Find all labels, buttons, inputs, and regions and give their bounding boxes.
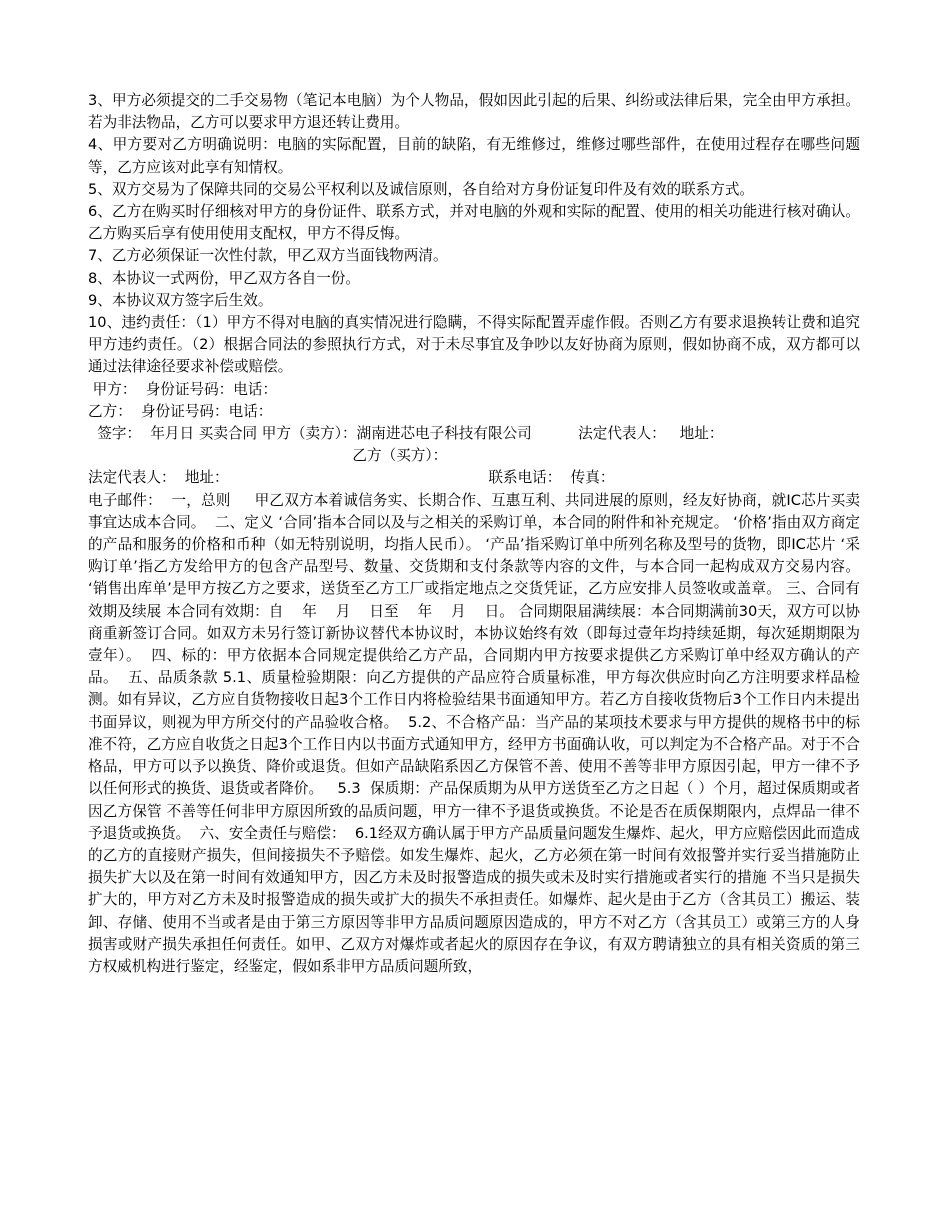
contract-body: 电子邮件： 一，总则 甲乙双方本着诚信务实、长期合作、互惠互利、共同进展的原则，经友好协商，就IC芯片买卖事宜达成本合同。 二、定义 ‘合同’指本合同以及与之相关的采购订单，本合同的附件和补充规定。 ‘价格’指由双方商定的产品和服务的价格和币种（如无特别说明，均指人民币）。 ‘产品’指采购订单中所列名称及型号的货物，即IC芯片 ‘采购订单’指乙方发给甲方的包含产品型号、数量、交货期和支付条款等内容的文件，与本合同一起构成双方交易内容。 ‘销售出库单’是甲方按乙方之要求，送货至乙方工厂或指定地点之交货凭证，乙方应安排人员签收或盖章。 三、合同有效期及续展 本合同有效期：自 年 月 日至 年 月 日。 合同期限届满续展：本合同期满前30天，双方可以协商重新签订合同。如双方未另行签订新协议替代本协议时，本协议始终有效（即每过壹年均持续延期，每次延期期限为壹年）。 四、标的：甲方依据本合同规定提供给乙方产品，合同期内甲方按要求提供乙方采购订单中经双方确认的产品。 五、品质条款 5.1、质量检验期限：向乙方提供的产品应符合质量标准，甲方每次供应时向乙方注明要求样品检测。如有异议，乙方应自货物接收日起3个工作日内将检验结果书面通知甲方。若乙方自接收货物后3个工作日内未提出书面异议，则视为甲方所交付的产品验收合格。 5.2、不合格产品：当产品的某项技术要求与甲方提供的规格书中的标准不符，乙方应自收货之日起3个工作日内以书面方式通知甲方，经甲方书面确认收，可以判定为不合格产品。对于不合格品，甲方可以予以换货、降价或退货。但如产品缺陷系因乙方保管不善、使用不善等非甲方原因引起，甲方一律不予以任何形式的换货、退货或者降价。 5.3 保质期：产品保质期为从甲方送货至乙方之日起（ ）个月，超过保质期或者因乙方保管 不善等任何非甲方原因所致的品质问题，甲方一律不予退货或换货。不论是否在质保期限内，点焊品一律不予退货或换货。 六、安全责任与赔偿： 6.1经双方确认属于甲方产品质量问题发生爆炸、起火，甲方应赔偿因此而造成的乙方的直接财产损失，但间接损失不予赔偿。如发生爆炸、起火，乙方必须在第一时间有效报警并实行妥当措施防止损失扩大以及在第一时间有效通知甲方，因乙方未及时报警造成的损失或未及时实行措施或者实行的措施 不当只是损失扩大的，甲方对乙方未及时报警造成的损失或扩大的损失不承担责任。如爆炸、起火是由于乙方（含其员工）搬运、装卸、存储、使用不当或者是由于第三方原因等非甲方品质问题原因造成的，甲方不对乙方（含其员工）或第三方的人身损害或财产损失承担任何责任。如甲、乙双方对爆炸或者起火的原因存在争议，有双方聘请独立的具有相关资质的第三方权威机构进行鉴定，经鉴定，假如系非甲方品质问题所致， [88, 491, 865, 975]
clause-4: 4、甲方要对乙方明确说明：电脑的实际配置，目前的缺陷，有无维修过，维修过哪些部件，在使用过程存在哪些问题等，乙方应该对此享有知情权。 [88, 136, 860, 176]
clause-9: 9、本协议双方签字后生效。 [88, 291, 273, 309]
clause-8: 8、本协议一式两份，甲乙双方各自一份。 [88, 269, 360, 287]
clause-3: 3、甲方必须提交的二手交易物（笔记本电脑）为个人物品，假如因此引起的后果、纠纷或法律后果，完全由甲方承担。若为非法物品，乙方可以要求甲方退还转让费用。 [88, 92, 860, 132]
clause-7: 7、乙方必须保证一次性付款，甲乙双方当面钱物两清。 [88, 247, 448, 265]
signature-line-party-a: 甲方： 身份证号码：电话： [88, 380, 278, 398]
buyer-contact-line: 法定代表人： 地址： 联系电话： 传真： [88, 469, 615, 487]
contract-header-line: 签字： 年月日 买卖合同 甲方（卖方）：湖南进芯电子科技有限公司 法定代表人： 地址： [88, 425, 724, 443]
clause-10: 10、违约责任：（1）甲方不得对电脑的真实情况进行隐瞒，不得实际配置弄虚作假。否则乙方有要求退换转让费和追究甲方违约责任。（2）根据合同法的参照执行方式，对于未尽事宜及争吵以友好协商为原则，假如协商不成，双方都可以通过法律途径要求补偿或赔偿。 [88, 314, 860, 376]
clause-6: 6、乙方在购买时仔细核对甲方的身份证件、联系方式，并对电脑的外观和实际的配置、使用的相关功能进行核对确认。乙方购买后享有使用使用支配权，甲方不得反悔。 [88, 203, 860, 243]
clause-5: 5、双方交易为了保障共同的交易公平权利以及诚信原则，各自给对方身份证复印件及有效的联系方式。 [88, 180, 755, 198]
document-page [88, 90, 865, 978]
buyer-line: 乙方（买方）： [88, 447, 448, 465]
signature-line-party-b: 乙方： 身份证号码：电话： [88, 402, 273, 420]
